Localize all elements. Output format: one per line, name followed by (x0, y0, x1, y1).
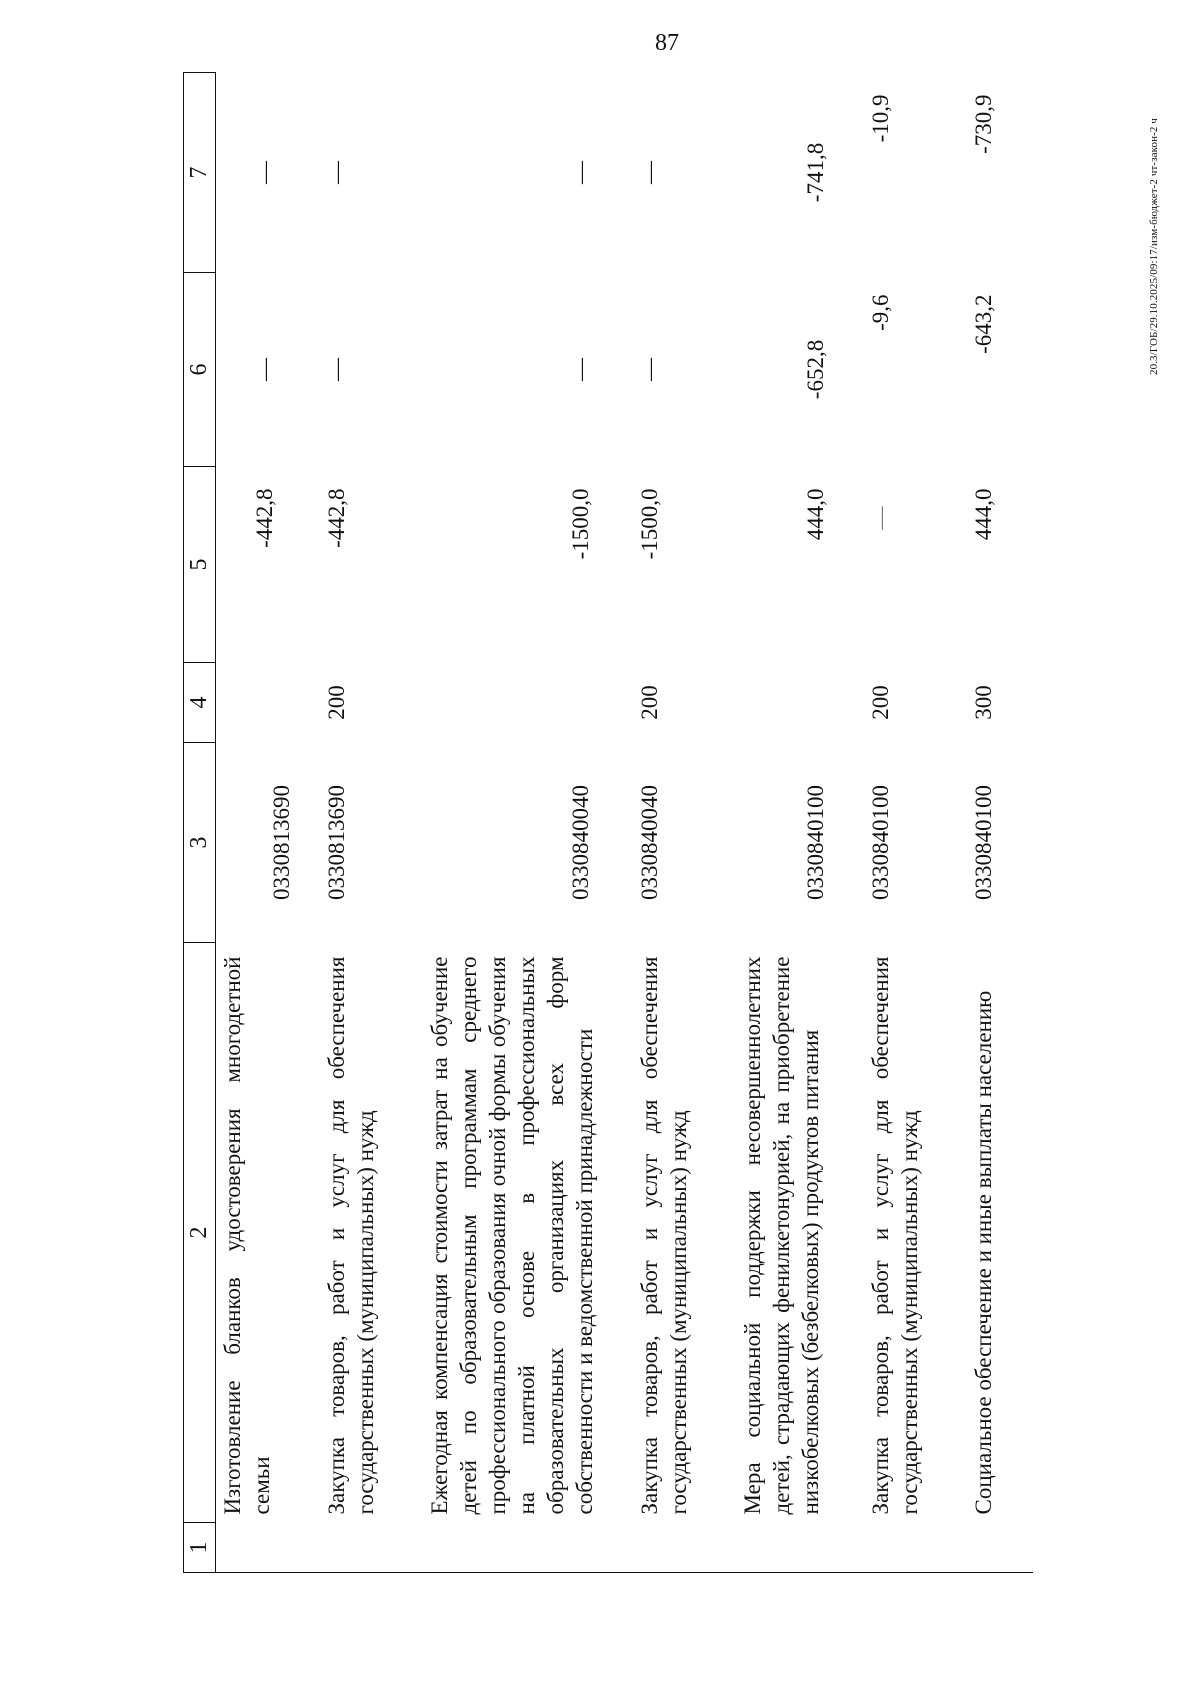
row-code: 0330840100 (970, 785, 996, 900)
row-type (407, 663, 629, 743)
table-row (860, 73, 963, 1573)
row-number-cell (304, 1523, 407, 1573)
row-name: Мера социальной поддержки несовершеннолетних детей, страдающих фенилкетонурией, на приобретение низкобелковых (безбелковых) продуктов питания (739, 956, 823, 1515)
row-col6: -643,2 (970, 294, 996, 354)
row-col6: — (252, 358, 277, 381)
row-type: 200 (867, 685, 893, 720)
row-col6: -652,8 (802, 339, 828, 400)
row-col7: — (567, 161, 593, 184)
header-col-5: 5 (184, 467, 216, 663)
row-col6: — (636, 358, 662, 381)
row-col5: -1500,0 (636, 488, 662, 560)
row-code: 0330840100 (802, 785, 828, 900)
row-number-cell (732, 1523, 860, 1573)
header-col-1: 1 (184, 1523, 216, 1573)
row-code: 0330813690 (323, 785, 349, 900)
table-row (963, 73, 1033, 1573)
row-type: 200 (636, 685, 662, 720)
row-col7: — (252, 161, 277, 184)
document-footer-code: 20.3/ГОБ/29.10.2025/09:17/изм-бюджет-2 чт-закон-2 ч (1148, 118, 1160, 375)
row-col5: -442,8 (252, 488, 277, 548)
table-header-row (184, 73, 216, 1573)
row-col5: 444,0 (802, 488, 828, 541)
row-type (216, 663, 304, 743)
table-row (732, 73, 860, 1573)
row-number-cell (407, 1523, 629, 1573)
table-row (304, 73, 407, 1573)
row-col6: -9,6 (867, 294, 893, 331)
page-number: 87 (655, 30, 679, 56)
row-col6: — (567, 358, 593, 381)
header-col-4: 4 (184, 663, 216, 743)
row-code: 0330840040 (636, 785, 662, 900)
row-code: 0330813690 (268, 785, 294, 900)
row-name: Социальное обеспечение и иные выплаты населению (970, 990, 996, 1515)
budget-table (183, 72, 1033, 1573)
row-code: 0330840100 (867, 785, 893, 900)
row-name: Закупка товаров, работ и услуг для обеспечения государственных (муниципальных) нужд (323, 956, 378, 1515)
row-type (732, 663, 860, 743)
row-col5: 444,0 (970, 488, 996, 541)
header-col-2: 2 (184, 943, 216, 1523)
row-number-cell (216, 1523, 304, 1573)
row-col5: -1500,0 (567, 488, 593, 560)
row-col5: — (867, 506, 893, 530)
header-col-3: 3 (184, 743, 216, 943)
budget-table-rotated (183, 73, 1083, 1573)
row-type: 300 (970, 685, 996, 720)
table-row (629, 73, 732, 1573)
row-col7: — (636, 161, 662, 184)
row-col5: -442,8 (323, 488, 349, 548)
row-number-cell (860, 1523, 963, 1573)
row-col7: -730,9 (970, 94, 996, 154)
row-col7: -741,8 (802, 142, 828, 203)
row-number-cell (629, 1523, 732, 1573)
row-name: Изготовление бланков удостоверения многодетной семьи (220, 956, 274, 1515)
row-name: Закупка товаров, работ и услуг для обеспечения государственных (муниципальных) нужд (636, 956, 691, 1515)
row-col7: — (323, 161, 349, 184)
row-name: Закупка товаров, работ и услуг для обеспечения государственных (муниципальных) нужд (867, 956, 922, 1515)
row-col7: -10,9 (867, 94, 893, 143)
table-row (407, 73, 629, 1573)
row-name: Ежегодная компенсация стоимости затрат на обучение детей по образовательным программам среднего профессионального образования очной формы обучения на платной основе в профессиональных образовательных организациях всех форм собственности и ведомственной принадлежности (426, 956, 597, 1515)
row-number-cell (963, 1523, 1033, 1573)
row-type: 200 (323, 685, 349, 720)
header-col-7: 7 (184, 73, 216, 273)
row-code: 0330840040 (567, 785, 593, 900)
header-col-6: 6 (184, 273, 216, 467)
table-row (216, 73, 304, 1573)
row-col6: — (323, 358, 349, 381)
